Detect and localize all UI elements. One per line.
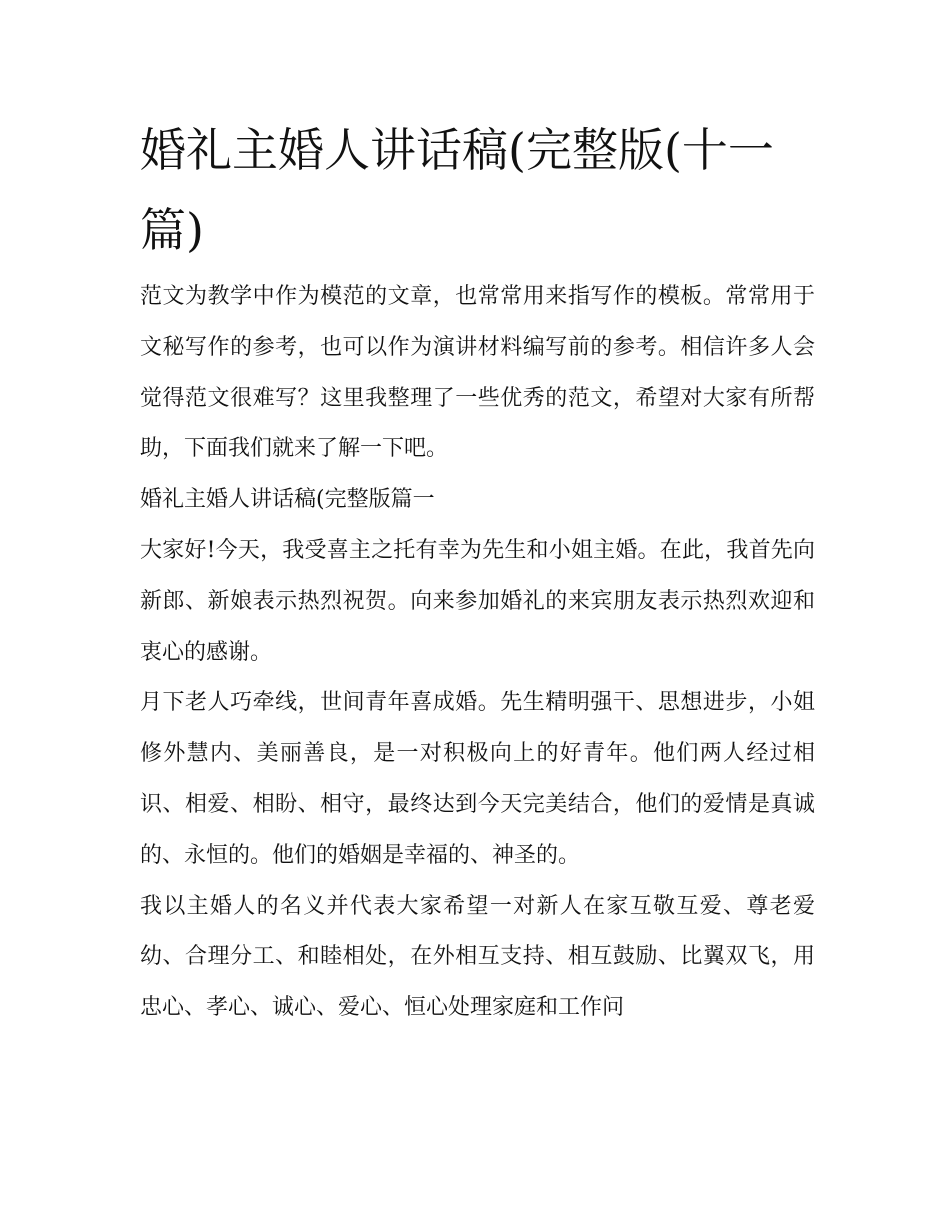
body-paragraph-3: 我以主婚人的名义并代表大家希望一对新人在家互敬互爱、尊老爱幼、合理分工、和睦相处，在外相互支持、相互鼓励、比翼双飞，用忠心、孝心、诚心、爱心、恒心处理家庭和工作问 (140, 893, 815, 1021)
body-paragraph-2: 月下老人巧牵线，世间青年喜成婚。先生精明强干、思想进步，小姐修外慧内、美丽善良，是一对积极向上的好青年。他们两人经过相识、相爱、相盼、相守，最终达到今天完美结合，他们的爱情是真诚的、永恒的。他们的婚姻是幸福的、神圣的。 (140, 690, 815, 868)
body-paragraph-1: 大家好!今天，我受喜主之托有幸为先生和小姐主婚。在此，我首先向新郎、新娘表示热烈祝贺。向来参加婚礼的来宾朋友表示热烈欢迎和衷心的感谢。 (140, 537, 815, 665)
intro-paragraph: 范文为教学中作为模范的文章，也常常用来指写作的模板。常常用于文秘写作的参考，也可以作为演讲材料编写前的参考。相信许多人会觉得范文很难写？这里我整理了一些优秀的范文，希望对大家有所帮助，下面我们就来了解一下吧。 (140, 284, 815, 462)
document-title: 婚礼主婚人讲话稿(完整版(十一篇) (140, 123, 774, 257)
document-page (140, 110, 815, 1034)
section-heading: 婚礼主婚人讲话稿(完整版篇一 (140, 487, 435, 513)
